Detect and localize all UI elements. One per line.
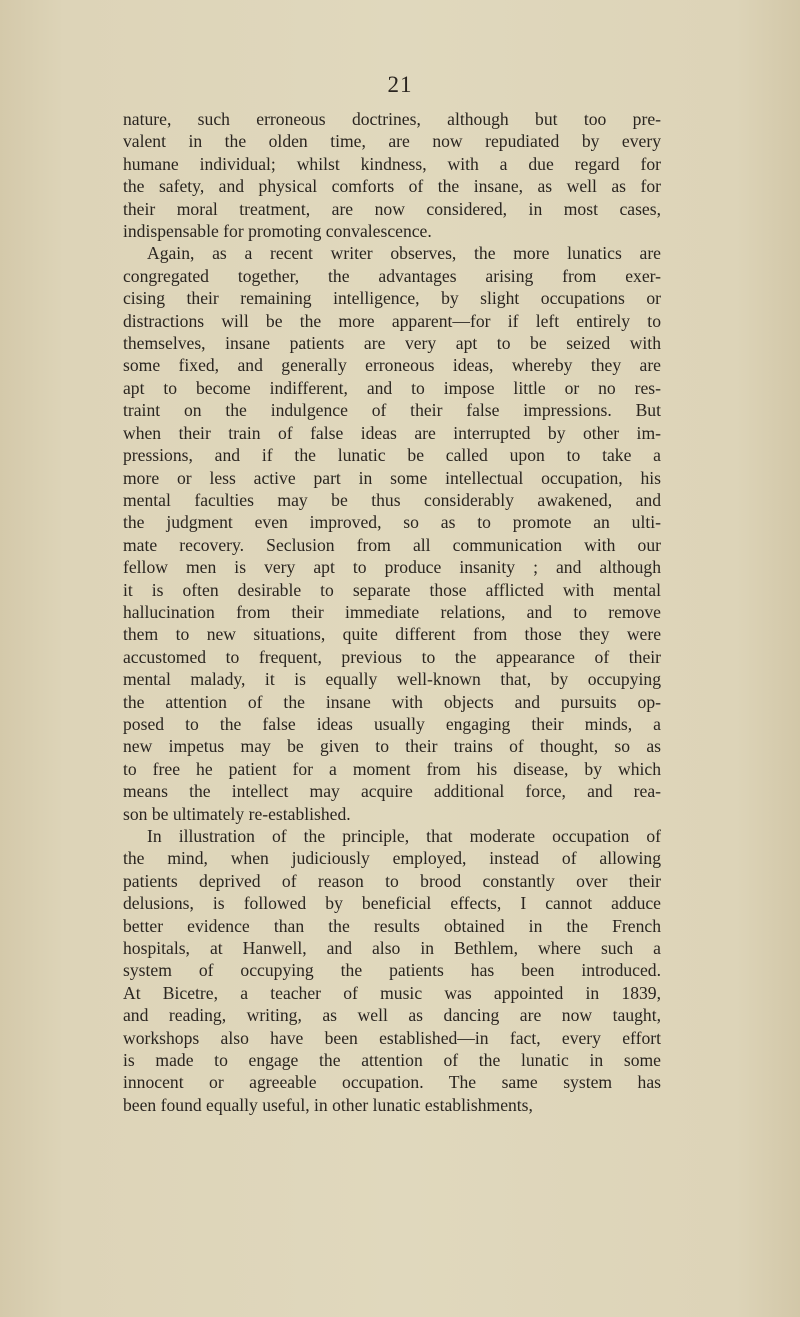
text-line: In illustration of the principle, that moderate occupation of [147, 826, 661, 846]
page-number: 21 [387, 72, 413, 97]
text-line: their moral treatment, are now considered, in most cases, [123, 198, 661, 219]
text-line: means the intellect may acquire additional force, and rea- [123, 781, 661, 802]
text-line: hallucination from their immediate relations, and to remove [123, 601, 661, 622]
text-line: patients deprived of reason to brood constantly over their [123, 870, 661, 891]
text-line: been found equally useful, in other lunatic establishments, [123, 1094, 533, 1115]
text-line: innocent or agreeable occupation. The same system has [123, 1072, 661, 1093]
text-line: new impetus may be given to their trains of thought, so as [123, 736, 661, 757]
text-line: cising their remaining intelligence, by slight occupations or [123, 288, 661, 309]
text-line: son be ultimately re-established. [123, 803, 351, 824]
text-line: Again, as a recent writer observes, the more lunatics are [147, 243, 661, 264]
text-line: the judgment even improved, so as to promote an ulti- [123, 512, 661, 533]
text-line: workshops also have been established—in fact, every effort [123, 1027, 661, 1048]
text-line: traint on the indulgence of their false impressions. But [123, 400, 661, 421]
text-line: the attention of the insane with objects and pursuits op- [123, 691, 661, 712]
text-line: the mind, when judiciously employed, instead of allowing [123, 848, 661, 869]
text-line: themselves, insane patients are very apt to be seized with [123, 333, 661, 354]
text-line: humane individual; whilst kindness, with a due regard for [123, 153, 661, 174]
text-line: accustomed to frequent, previous to the appearance of their [123, 646, 661, 667]
text-line: valent in the olden time, are now repudiated by every [123, 131, 661, 152]
text-line: and reading, writing, as well as dancing are now taught, [123, 1005, 661, 1026]
text-line: apt to become indifferent, and to impose little or no res- [123, 377, 661, 398]
text-line: better evidence than the results obtained in the French [123, 915, 661, 936]
text-line: to free he patient for a moment from his disease, by which [123, 758, 661, 779]
text-line: is made to engage the attention of the lunatic in some [123, 1050, 661, 1071]
text-line: At Bicetre, a teacher of music was appointed in 1839, [123, 982, 661, 1003]
text-line: more or less active part in some intellectual occupation, his [123, 467, 661, 488]
body-text [123, 108, 661, 1116]
text-line: when their train of false ideas are interrupted by other im- [123, 422, 661, 443]
text-line: mental faculties may be thus considerably awakened, and [123, 489, 661, 510]
text-line: fellow men is very apt to produce insanity ; and although [123, 557, 661, 578]
text-line: congregated together, the advantages arising from exer- [123, 265, 661, 286]
text-line: some fixed, and generally erroneous ideas, whereby they are [123, 355, 661, 376]
text-line: mate recovery. Seclusion from all communication with our [123, 534, 661, 555]
text-line: mental malady, it is equally well-known that, by occupying [123, 669, 661, 690]
text-line: nature, such erroneous doctrines, although but too pre- [123, 109, 661, 129]
text-line: hospitals, at Hanwell, and also in Bethlem, where such a [123, 938, 661, 959]
text-line: pressions, and if the lunatic be called upon to take a [123, 445, 661, 466]
text-line: the safety, and physical comforts of the insane, as well as for [123, 176, 661, 197]
text-line: delusions, is followed by beneficial effects, I cannot adduce [123, 893, 661, 914]
text-line: indispensable for promoting convalescence. [123, 221, 432, 242]
paragraph-1 [123, 108, 661, 242]
text-line: system of occupying the patients has been introduced. [123, 960, 661, 981]
text-line: them to new situations, quite different from those they were [123, 624, 661, 645]
paragraph-3 [123, 825, 661, 1116]
text-line: distractions will be the more apparent—for if left entirely to [123, 310, 661, 331]
text-line: posed to the false ideas usually engaging their minds, a [123, 713, 661, 734]
text-line: it is often desirable to separate those afflicted with mental [123, 579, 661, 600]
paragraph-2 [123, 242, 661, 825]
